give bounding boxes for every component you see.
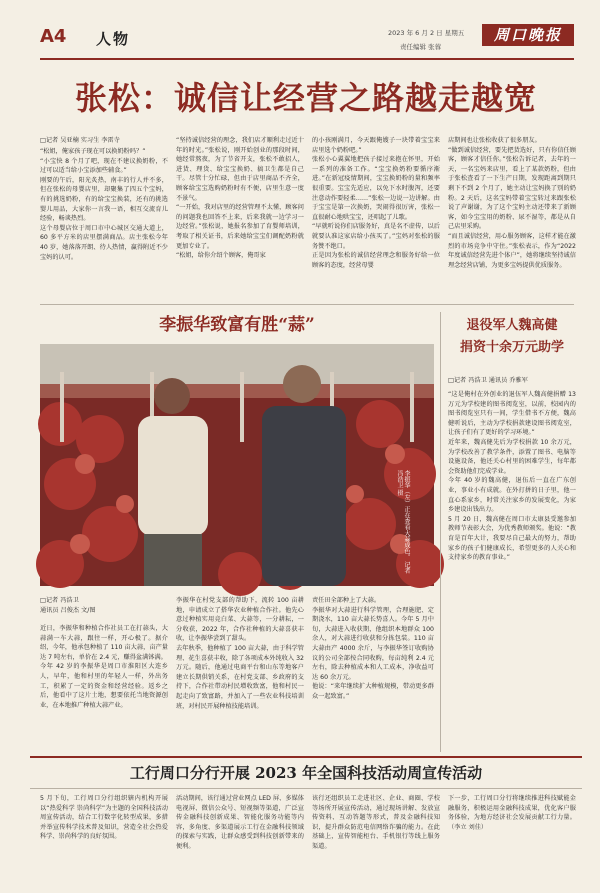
issue-date: 2023 年 6 月 2 日 星期五 [388,29,465,37]
editor-credit: 责任编辑 张蓉 [400,43,442,51]
page-number: A4 [40,26,67,47]
article4-col4: 下一步，工行周口分行将继续推进科技赋能金融服务，积极运用金融科技成果，优化客户服务体验，为地方经济社会发展贡献工行力量。（李立 刘佳） [448,795,576,831]
article2-byline: □记者 冯浩卫 通讯员 吕俊杰 文/图 [40,597,96,614]
section-title: 人物 [96,30,131,48]
article3-body: “这是俺村在外创业的退伍军人魏高健捐赠 13 万元为学校建的图书阅览室，以前，校园内的图书阅览室只有一间，学生借书不方便，魏高健听说后，主动为学校捐款建设图书阅览室，让孩子们有了更好的学习环境。” 近年来，魏高健先后为学校捐款 10 余万元，为学校改善了教学条件，添置了图书、电脑等设施设备，他还关心村里的困难学生，每年都会资助他们完成学业。 今年 40 岁的魏高健，退伍后一直在广东创业，事业小有成就。在外打拼的日子里，他一直心系家乡，时常关注家乡的发展变化，为家乡建设出钱出力。 5 月 20 日，魏高健在周口市太康县受邀参加教师节表彰大会，为优秀教师颁奖。他说：“教育是百年大计，我要尽自己最大的努力，帮助家乡的孩子们健康成长，希望更多的人关心和支持家乡的教育事业。” [448,391,576,562]
article2-col2: 李振华在村党支部的帮助下，流转 100 亩耕地，申请成立了搭华农业种植合作社。他先心意过种植实用竞白菜、大蒜等，一分耕耘，一分收获，2022 年，合作社种植的大蒜喜获丰收，让李振华尝到了甜头。 去年秋季，他种植了 100 亩大蒜，由于科学管理、花生喜获丰收，除了各项成本外纯收入 32 万元。随后，他通过电商平台和山东等地客户建立长期供销关系，在村党支部、乡政府的支持下，合作社带动村民增收致富，他和村民一起走向了致富路，并加入了一些农业科技培训班，对村民开展种植技能培训。 [176,597,304,710]
article4-headline: 工行周口分行开展 2023 年全国科技活动周宣传活动 [30,756,582,789]
garlic-farm-photo [40,344,434,586]
photo-caption: 李振华（左）正在查看大蒜成色。 记者 冯浩卫 摄 [396,470,410,574]
article2-col3: 责任田全部种上了大蒜。 李振华对大蒜进行科学管理，合理施肥、定期浇水，110 亩大蒜长势喜人。今年 5 月中旬，大蒜进入收获期，他组织本地群众 100 余人，对大蒜进行收获和分拣包装。110 亩大蒜由产 4000 余斤，与李振华签订收购协议的公司全部按合同收购，每亩纯利 2.4 元左右，除去种植成本和人工成本，净收益可达 60 余万元。 他说：“来年继续扩大种植规模，带动更多群众一起致富。” [312,597,434,700]
article1-col4: 店期间也让张松收获了很多朋友。 “做到诚信经营，要先把货选好，只有你信任顾客，顾客才信任你。”张松告诉记者，去年的一天，一名宝妈来店里，看上了某款奶粉，但由于张松查看了一下生产日期，发现距离到期只剩下不到 2 个月了，她主动让宝妈换了别的奶粉。2 天后，这名宝妈带着宝宝转过来跟张松说了声谢谢，为了这个宝妈主动还带来了新顾客，如今宝宝用的奶粉、尿不湿等，都是从自己店里采购。 “而且诚信经营，用心服务顾客，这样才能在激烈的市场竞争中守住。”张松表示，作为“2022 年度诚信经营先进个体户”，她将继续坚持诚信理念经营店铺，为更多宝妈提供优质服务。 [448,137,576,269]
article1-col3: 的小孩刚满月，今天跟俺嫂子一块带着宝宝来店里选个奶粉吧。” 张松小心翼翼地把孩子接过来抱在怀里，开始一系列的准备工作。“宝宝换奶粉要循序渐进。”在新冠疫情期间，宝宝换奶粉的量和频率很重要。宝宝先适应，以免下水时腹泻，还要注意动作要轻柔……”张松一边说一边讲解。由于宝宝是第一次换奶，哭闹得很厉害，张松一直很耐心地哄宝宝，还唱起了儿歌。 “早就听说你们店服务好，真是名不虚传，以后就要认准这家店给小孩买了。”宝妈对张松的服务赞不绝口。 正是因为张松的诚信经营理念和服务好给一位顾客的态度，经营母婴 [312,137,440,269]
header-rule [40,58,574,60]
sidebar-divider [440,312,441,752]
section-divider [40,304,574,305]
article2-col1: 近日，李振华和种植合作社员工在打蒜头，大蒜满一车大蒜，跟往一样，开心极了。据介绍，今年，他承包种植了 110 亩大蒜，亩产量达 7 吨左右，单价在 2.4 元，赚得盆满钵满。 今年 42 岁的李振华是周口市淮阳区大连乡人，早年，他和村里的年轻人一样，外出务工，积累了一定的资金和经营经验。返乡之后，他看中了这片土地，想要依托当地资源创业，在本地推广种植大蒜产业。 [40,625,168,709]
page-header [36,16,576,64]
article4-col3: 该行还组织员工走进社区、企业、商圈、学校等场所开展宣传活动，通过现场讲解、发放宣传资料、互动答题等形式，普及金融科技知识，提升群众防范电信网络诈骗的能力。在此基础上，宣传智能柜台、手机银行等线上服务渠道。 [312,795,440,850]
article3-byline: □记者 冯浩卫 通讯员 乔雅军 [448,377,528,384]
article1-col1: “松姐，俺家孩子现在可以换奶粉吗？” “小宝快 8 个月了吧，现在不建议换奶粉，不过可以适当给小宝添加些辅食。” 刚要的午后，阳光炙热，南丰的行人并不多，但在张松的母婴店里，却聚集了四五个宝妈，有的挑选奶粉，有的给宝宝换装，还有的挑选婴儿用品，大家你一言我一语，相互交流育儿经验，畅谈热烈。 这个母婴店位于周口市中心城区交通大道上，60 多平方米的店里摆满商品。店主张松今年 40 岁，她落落开朗、待人热情，赢得附近不少宝妈的认可。 [40,148,168,261]
article1-col2: “坚持诚信经营的理念，我们店才顺利走过近十年的时光。”张松说，刚开始创业的那段时间，她经常熬夜，为了节省开支，张松不敢招人，进货、理货、给宝宝换奶、搞卫生都是自己干。尽管十分忙碌，但由于店里商品不齐全，顾客给宝宝选购奶粉时有不便，店里生意一度不景气。 “一开始，我对店里的经营管理不太懂，顾客问的问题我也回答不上来，后来我就一边学习一边经营。”张松说，她报名参加了育婴师培训，考取了相关证书，后来她给宝宝们调配奶粉就更加专业了。 “松姐，给你介绍个顾客，俺哥家 [176,137,304,260]
article2-headline: 李振华致富有胜“蒜” [159,315,315,335]
article3-headline-line2: 捐资十余万元助学 [459,340,564,355]
article1-byline: □记者 吴亚楠 实习生 李雷寺 [40,137,120,144]
newspaper-logo: 周口晚报 [482,24,574,46]
main-headline: 张松：诚信让经营之路越走越宽 [74,79,537,117]
article3-headline-line1: 退役军人魏高健 [466,318,558,333]
article4-col2: 活动期间，该行通过营业网点 LED 屏、多媒体电视屏、微信公众号、短视频等渠道，广泛宣传金融科技创新成果、智能化服务功能等内容，多角度、多渠道展示工行在金融科技领域的探索与实践，让群众感受到科技创新带来的便利。 [176,795,304,850]
article4-col1: 5 月下旬，工行周口分行组织辖内机构开展以“热爱科学 崇尚科学”为主题的全国科技活动周宣传活动，结合工行数字化转型成果，多措并举宣传科学技术普及知识，营造全社会热爱科学、崇尚科学的良好氛围。 [40,795,168,841]
photo-illustration [40,344,434,586]
